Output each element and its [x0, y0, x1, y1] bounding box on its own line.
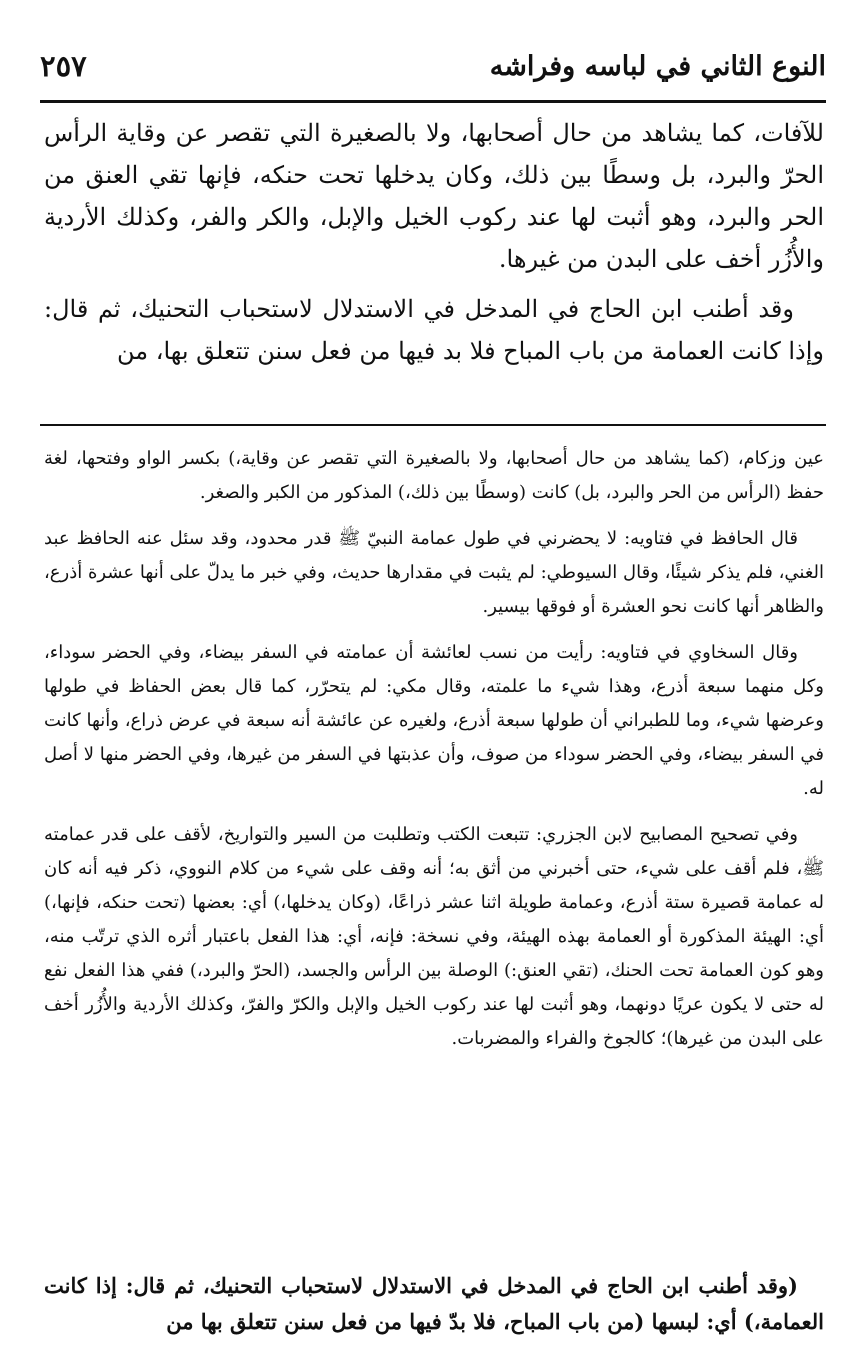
commentary-paragraph-1: عين وزكام، (كما يشاهد من حال أصحابها، ولا بالصغيرة التي تقصر عن وقاية،) بكسر الواو وفتحها، لغة حفظ (الرأس من الحر والبرد، بل) كانت (وسطًا بين ذلك،) المذكور من الكبر والصغر. [44, 448, 824, 503]
footnote-rule [40, 424, 826, 426]
main-paragraph-1: للآفات، كما يشاهد من حال أصحابها، ولا بالصغيرة التي تقصر عن وقاية الرأس الحرّ والبرد، بل وسطًا بين ذلك، وكان يدخلها تحت حنكه، فإنها تقي العنق من الحر والبرد، وهو أثبت لها عند ركوب الخيل والإبل، والكر والفر، وكذلك الأردية والأُزُر أخف على البدن من غيرها. [44, 119, 824, 273]
commentary-paragraph-3: وقال السخاوي في فتاويه: رأيت من نسب لعائشة أن عمامته في السفر بيضاء، وفي الحضر سوداء، وكل منهما سبعة أذرع، وهذا شيء ما علمته، وقال مكي: لم يتحرّر، كما قال بعض الحفاظ في طولها وعرضها شيء، وما للطبراني أن طولها سبعة أذرع، ولغيره عن عائشة أنه سبعة في عرض ذراع، وأنها كانت في السفر بيضاء، وفي الحضر سوداء من صوف، وأن عذبتها في السفر من غيرها، وفي الحضر منها لا أصل له. [44, 642, 824, 799]
main-text [44, 112, 824, 372]
main-paragraph-2: وقد أطنب ابن الحاج في المدخل في الاستدلال لاستحباب التحنيك، ثم قال: وإذا كانت العمامة من باب المباح فلا بد فيها من فعل سنن تتعلق بها، من [44, 295, 824, 365]
header-rule [40, 100, 826, 103]
final-commentary-paragraph [44, 1268, 824, 1340]
commentary-paragraph-2: قال الحافظ في فتاويه: لا يحضرني في طول عمامة النبيّ ﷺ قدر محدود، وقد سئل عنه الحافظ عبد الغني، فلم يذكر شيئًا، وقال السيوطي: لم يثبت في مقدارها حديث، وفي خبر ما يدلّ على أنها عشرة أذرع، والظاهر أنها كانت نحو العشرة أو فوقها بيسير. [44, 528, 824, 617]
chapter-title: النوع الثاني في لباسه وفراشه [489, 50, 826, 82]
final-paragraph-text: (وقد أطنب ابن الحاج في المدخل في الاستدلال لاستحباب التحنيك، ثم قال: إذا كانت العمامة،) أي: لبسها (من باب المباح، فلا بدّ فيها من فعل سنن تتعلق بها من [44, 1273, 824, 1334]
commentary-paragraph-4: وفي تصحيح المصابيح لابن الجزري: تتبعت الكتب وتطلبت من السير والتواريخ، لأقف على قدر عمامته ﷺ، فلم أقف على شيء، حتى أخبرني من أثق به؛ أنه وقف على شيء من كلام النووي، ذكر فيه أنه كان له عمامة قصيرة ستة أذرع، وعمامة طويلة اثنا عشر ذراعًا، (وكان يدخلها،) أي: بعضها (تحت حنكه، فإنها،) أي: الهيئة المذكورة أو العمامة بهذه الهيئة، وفي نسخة: فإنه، أي: هذا الفعل باعتبار أثره الذي ترتّب منه، وهو كون العمامة تحت الحنك، (تقي العنق:) الوصلة بين الرأس والجسد، (الحرّ والبرد،) ففي هذا الفعل نفع له حتى لا يكون عريًا دونهما، وهو أثبت لها عند ركوب الخيل والإبل والكرّ والفرّ، وكذلك الأردية والأُزُر أخف على البدن من غيرها)؛ كالجوخ والفراء والمضربات. [44, 824, 824, 1049]
running-header [40, 36, 826, 96]
page-number: ٢٥٧ [40, 49, 87, 83]
commentary-text [44, 442, 824, 1056]
